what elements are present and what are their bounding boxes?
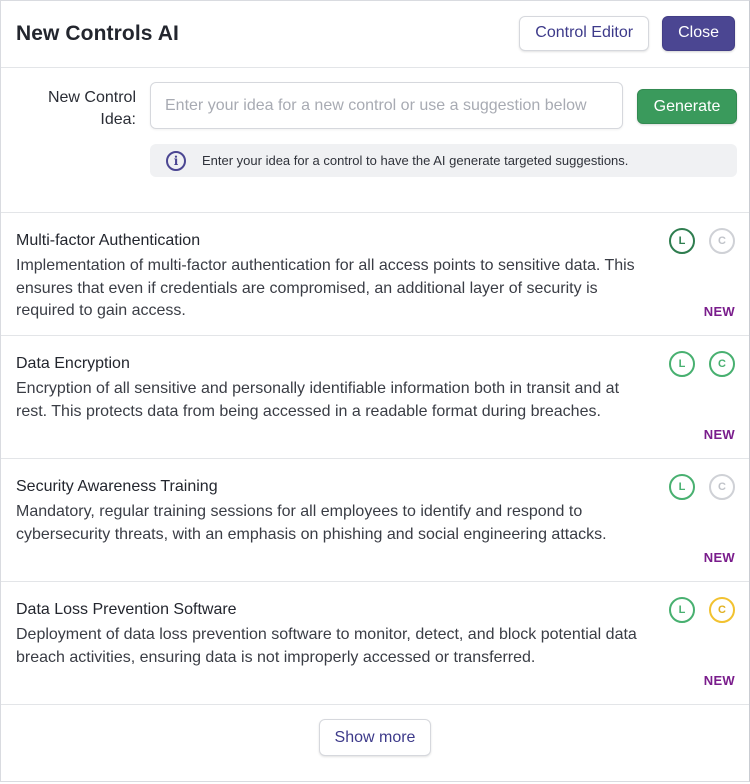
badge-l[interactable]: L [669, 474, 695, 500]
badge-l[interactable]: L [669, 228, 695, 254]
badge-c[interactable]: C [709, 228, 735, 254]
control-description: Implementation of multi-factor authentication for all access points to sensitive data. This ensures that even if credentials are compromised, an additional layer of security is required to gain access. [16, 257, 635, 319]
control-badges [669, 474, 735, 500]
hint-box [150, 144, 737, 177]
new-control-idea-label: New Control Idea: [47, 89, 136, 128]
control-description: Encryption of all sensitive and personally identifiable information both in transit and at rest. This protects data from being accessed in a readable format during breaches. [16, 380, 620, 420]
panel-header [1, 1, 749, 68]
control-badges [669, 351, 735, 377]
header-actions [519, 16, 735, 51]
control-title: Security Awareness Training [16, 478, 218, 495]
badge-l[interactable]: L [669, 351, 695, 377]
new-control-idea-section [1, 68, 749, 213]
new-control-idea-input[interactable] [150, 82, 623, 129]
page-title: New Controls AI [16, 22, 179, 45]
control-title: Multi-factor Authentication [16, 232, 201, 249]
control-suggestion-item[interactable] [1, 582, 749, 705]
badge-l[interactable]: L [669, 597, 695, 623]
new-tag: NEW [703, 673, 735, 688]
new-tag: NEW [703, 427, 735, 442]
new-tag: NEW [703, 304, 735, 319]
panel-footer [1, 705, 749, 784]
show-more-button[interactable]: Show more [319, 719, 432, 756]
hint-text: Enter your idea for a control to have the AI generate targeted suggestions. [202, 153, 629, 168]
control-suggestion-item[interactable] [1, 459, 749, 582]
generate-button[interactable]: Generate [637, 89, 737, 124]
new-tag: NEW [703, 550, 735, 565]
info-icon: i [166, 151, 186, 171]
close-button[interactable]: Close [662, 16, 735, 51]
control-badges [669, 597, 735, 623]
control-description: Mandatory, regular training sessions for all employees to identify and respond to cybersecurity threats, with an emphasis on phishing and social engineering attacks. [16, 503, 607, 543]
control-suggestion-item[interactable] [1, 213, 749, 336]
control-suggestion-item[interactable] [1, 336, 749, 459]
control-editor-button[interactable]: Control Editor [519, 16, 649, 51]
badge-c[interactable]: C [709, 474, 735, 500]
control-badges [669, 228, 735, 254]
badge-c[interactable]: C [709, 597, 735, 623]
control-description: Deployment of data loss prevention software to monitor, detect, and block potential data breach activities, ensuring data is not improperly accessed or transferred. [16, 626, 637, 666]
badge-c[interactable]: C [709, 351, 735, 377]
control-title: Data Loss Prevention Software [16, 601, 237, 618]
control-title: Data Encryption [16, 355, 130, 372]
